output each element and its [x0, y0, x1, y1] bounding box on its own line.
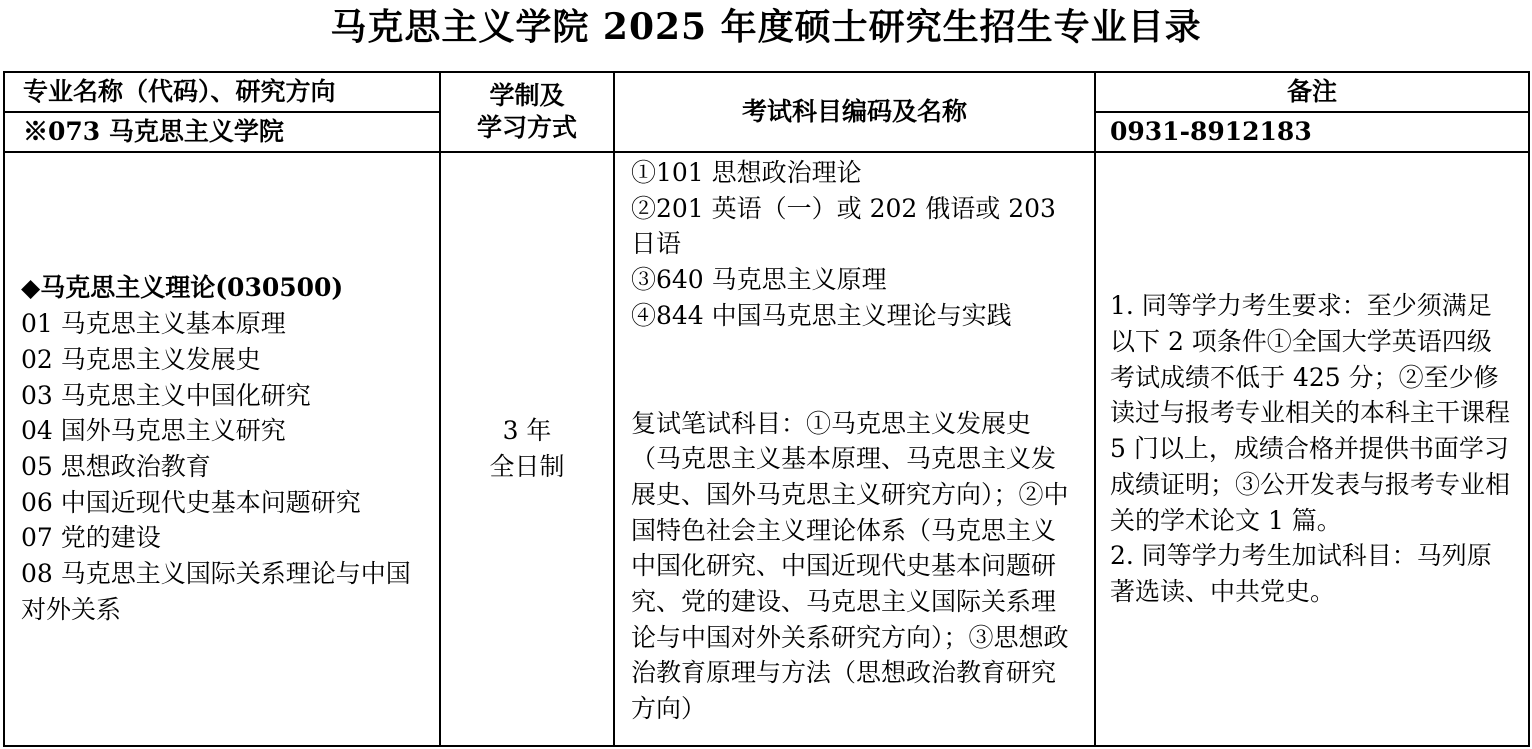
- exam-subject: ①101 思想政治理论: [631, 158, 862, 187]
- header-notes: 备注: [1095, 72, 1529, 112]
- header-row: [4, 72, 1529, 112]
- major-row: [4, 152, 1529, 746]
- header-study-line2: 学习方式: [476, 113, 577, 142]
- header-major: 专业名称（代码）、研究方向: [4, 72, 440, 112]
- exam-subject: ④844 中国马克思主义理论与实践: [631, 300, 1012, 330]
- direction-item: 03 马克思主义中国化研究: [21, 380, 311, 410]
- direction-item: 02 马克思主义发展史: [21, 344, 261, 374]
- notes-item-2: 2. 同等学力考生加试科目：马列原著选读、中共党史。: [1110, 541, 1492, 606]
- direction-item: 05 思想政治教育: [21, 452, 211, 481]
- notes-cell: [1095, 152, 1529, 746]
- major-cell: [4, 152, 440, 746]
- school-name: ※073 马克思主义学院: [4, 112, 440, 152]
- school-phone: 0931-8912183: [1095, 112, 1529, 152]
- exam-subject: ③640 马克思主义原理: [631, 265, 887, 295]
- notes-item-1: 1. 同等学力考生要求：至少须满足以下 2 项条件①全国大学英语四级考试成绩不低于 425 分；②至少修读过与报考专业相关的本科主干课程 5 门以上，成绩合格并提供书面学习成绩证明；③公开发表与报考专业相关的学术论文 1 篇。: [1110, 291, 1511, 535]
- catalog-table: [3, 71, 1530, 747]
- direction-item: 01 马克思主义基本原理: [21, 309, 286, 339]
- page-title: 马克思主义学院 2025 年度硕士研究生招生专业目录: [330, 6, 1202, 48]
- study-duration: 3 年: [502, 416, 552, 445]
- study-mode: 全日制: [489, 452, 565, 481]
- major-title: ◆马克思主义理论(030500): [21, 273, 344, 303]
- retest-subjects: 复试笔试科目：①马克思主义发展史（马克思主义基本原理、马克思主义发展史、国外马克思主义研究方向）；②中国特色社会主义理论体系（马克思主义中国化研究、中国近现代史基本问题研究、党的建设、马克思主义国际关系理论与中国对外关系研究方向）；③思想政治教育原理与方法（思想政治教育研究方向）: [631, 408, 1069, 724]
- direction-item: 04 国外马克思主义研究: [21, 416, 286, 446]
- exam-subject: ②201 英语（一）或 202 俄语或 203 日语: [631, 193, 1056, 259]
- study-cell: [440, 152, 614, 746]
- exam-cell: [614, 152, 1095, 746]
- direction-item: 06 中国近现代史基本问题研究: [21, 487, 361, 517]
- header-exam: 考试科目编码及名称: [614, 72, 1095, 152]
- exam-spacer: [631, 334, 1080, 406]
- direction-item: 07 党的建设: [21, 523, 161, 553]
- header-study-line1: 学制及: [489, 81, 565, 110]
- header-study: [440, 72, 614, 152]
- direction-item: 08 马克思主义国际关系理论与中国对外关系: [21, 559, 411, 624]
